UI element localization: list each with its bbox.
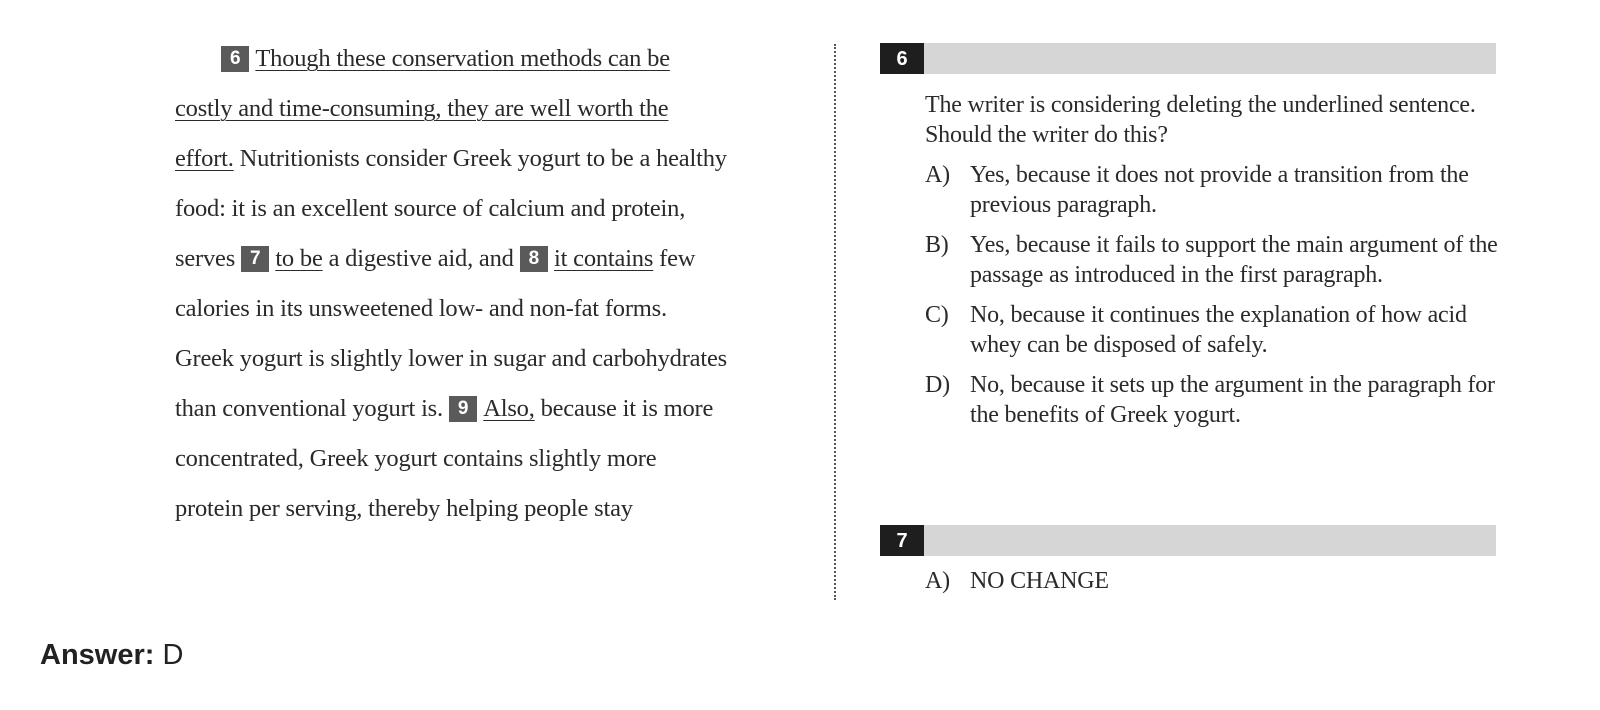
choice-letter: C) <box>925 302 949 328</box>
underlined-sentence-6-cont: costly and time-consuming, they are well worth the <box>175 95 669 122</box>
column-divider <box>834 44 836 600</box>
question-7-number: 7 <box>880 525 924 556</box>
underlined-phrase-8: it contains <box>554 245 654 272</box>
question-7-choices <box>925 566 1505 596</box>
choice-b[interactable] <box>925 230 1505 290</box>
question-marker-9[interactable]: 9 <box>449 396 477 422</box>
passage <box>175 34 805 534</box>
passage-text: few <box>653 245 696 272</box>
passage-line <box>175 384 805 434</box>
passage-line: food: it is an excellent source of calcium and protein, <box>175 195 686 222</box>
question-6-stem: The writer is considering deleting the underlined sentence. Should the writer do this? <box>925 92 1476 148</box>
choice-text: No, because it sets up the argument in the paragraph for the benefits of Greek yogurt. <box>970 372 1495 428</box>
passage-text: Nutritionists consider Greek yogurt to be a healthy <box>233 145 727 172</box>
choice-text: Yes, because it fails to support the main argument of the passage as introduced in the first paragraph. <box>970 232 1498 288</box>
question-marker-8[interactable]: 8 <box>520 246 548 272</box>
passage-text: because it is more <box>534 395 714 422</box>
question-6-number: 6 <box>880 43 924 74</box>
answer <box>40 639 183 672</box>
passage-line <box>175 234 805 284</box>
answer-label: Answer: <box>40 639 155 671</box>
passage-line <box>175 34 805 84</box>
underlined-phrase-7: to be <box>275 245 323 272</box>
passage-line: Greek yogurt is slightly lower in sugar and carbohydrates <box>175 345 727 372</box>
passage-line: calories in its unsweetened low- and non-fat forms. <box>175 295 667 322</box>
underlined-sentence-6-end: effort. <box>175 145 234 172</box>
choice-c[interactable] <box>925 300 1505 360</box>
choice-text: Yes, because it does not provide a transition from the previous paragraph. <box>970 162 1469 218</box>
underlined-phrase-9: Also, <box>483 395 535 422</box>
choice-letter: B) <box>925 232 949 258</box>
underlined-sentence-6: Though these conservation methods can be <box>255 45 670 72</box>
choice-a[interactable] <box>925 566 1505 596</box>
choice-letter: A) <box>925 568 950 594</box>
passage-line <box>175 134 805 184</box>
passage-line: protein per serving, thereby helping people stay <box>175 495 633 522</box>
choice-a[interactable] <box>925 160 1505 220</box>
choice-letter: A) <box>925 162 950 188</box>
choice-text: No, because it continues the explanation of how acid whey can be disposed of safely. <box>970 302 1467 358</box>
passage-line: concentrated, Greek yogurt contains slightly more <box>175 445 657 472</box>
passage-text: than conventional yogurt is. <box>175 395 449 422</box>
question-7-header <box>880 525 1496 556</box>
passage-text: a digestive aid, and <box>322 245 520 272</box>
question-marker-6[interactable]: 6 <box>221 46 249 72</box>
passage-line <box>175 84 805 134</box>
question-6-header <box>880 43 1496 74</box>
choice-text: NO CHANGE <box>970 568 1109 594</box>
question-marker-7[interactable]: 7 <box>241 246 269 272</box>
choice-d[interactable] <box>925 370 1505 430</box>
question-6-choices <box>925 160 1505 440</box>
choice-letter: D) <box>925 372 950 398</box>
passage-text: serves <box>175 245 241 272</box>
answer-value: D <box>162 639 184 671</box>
